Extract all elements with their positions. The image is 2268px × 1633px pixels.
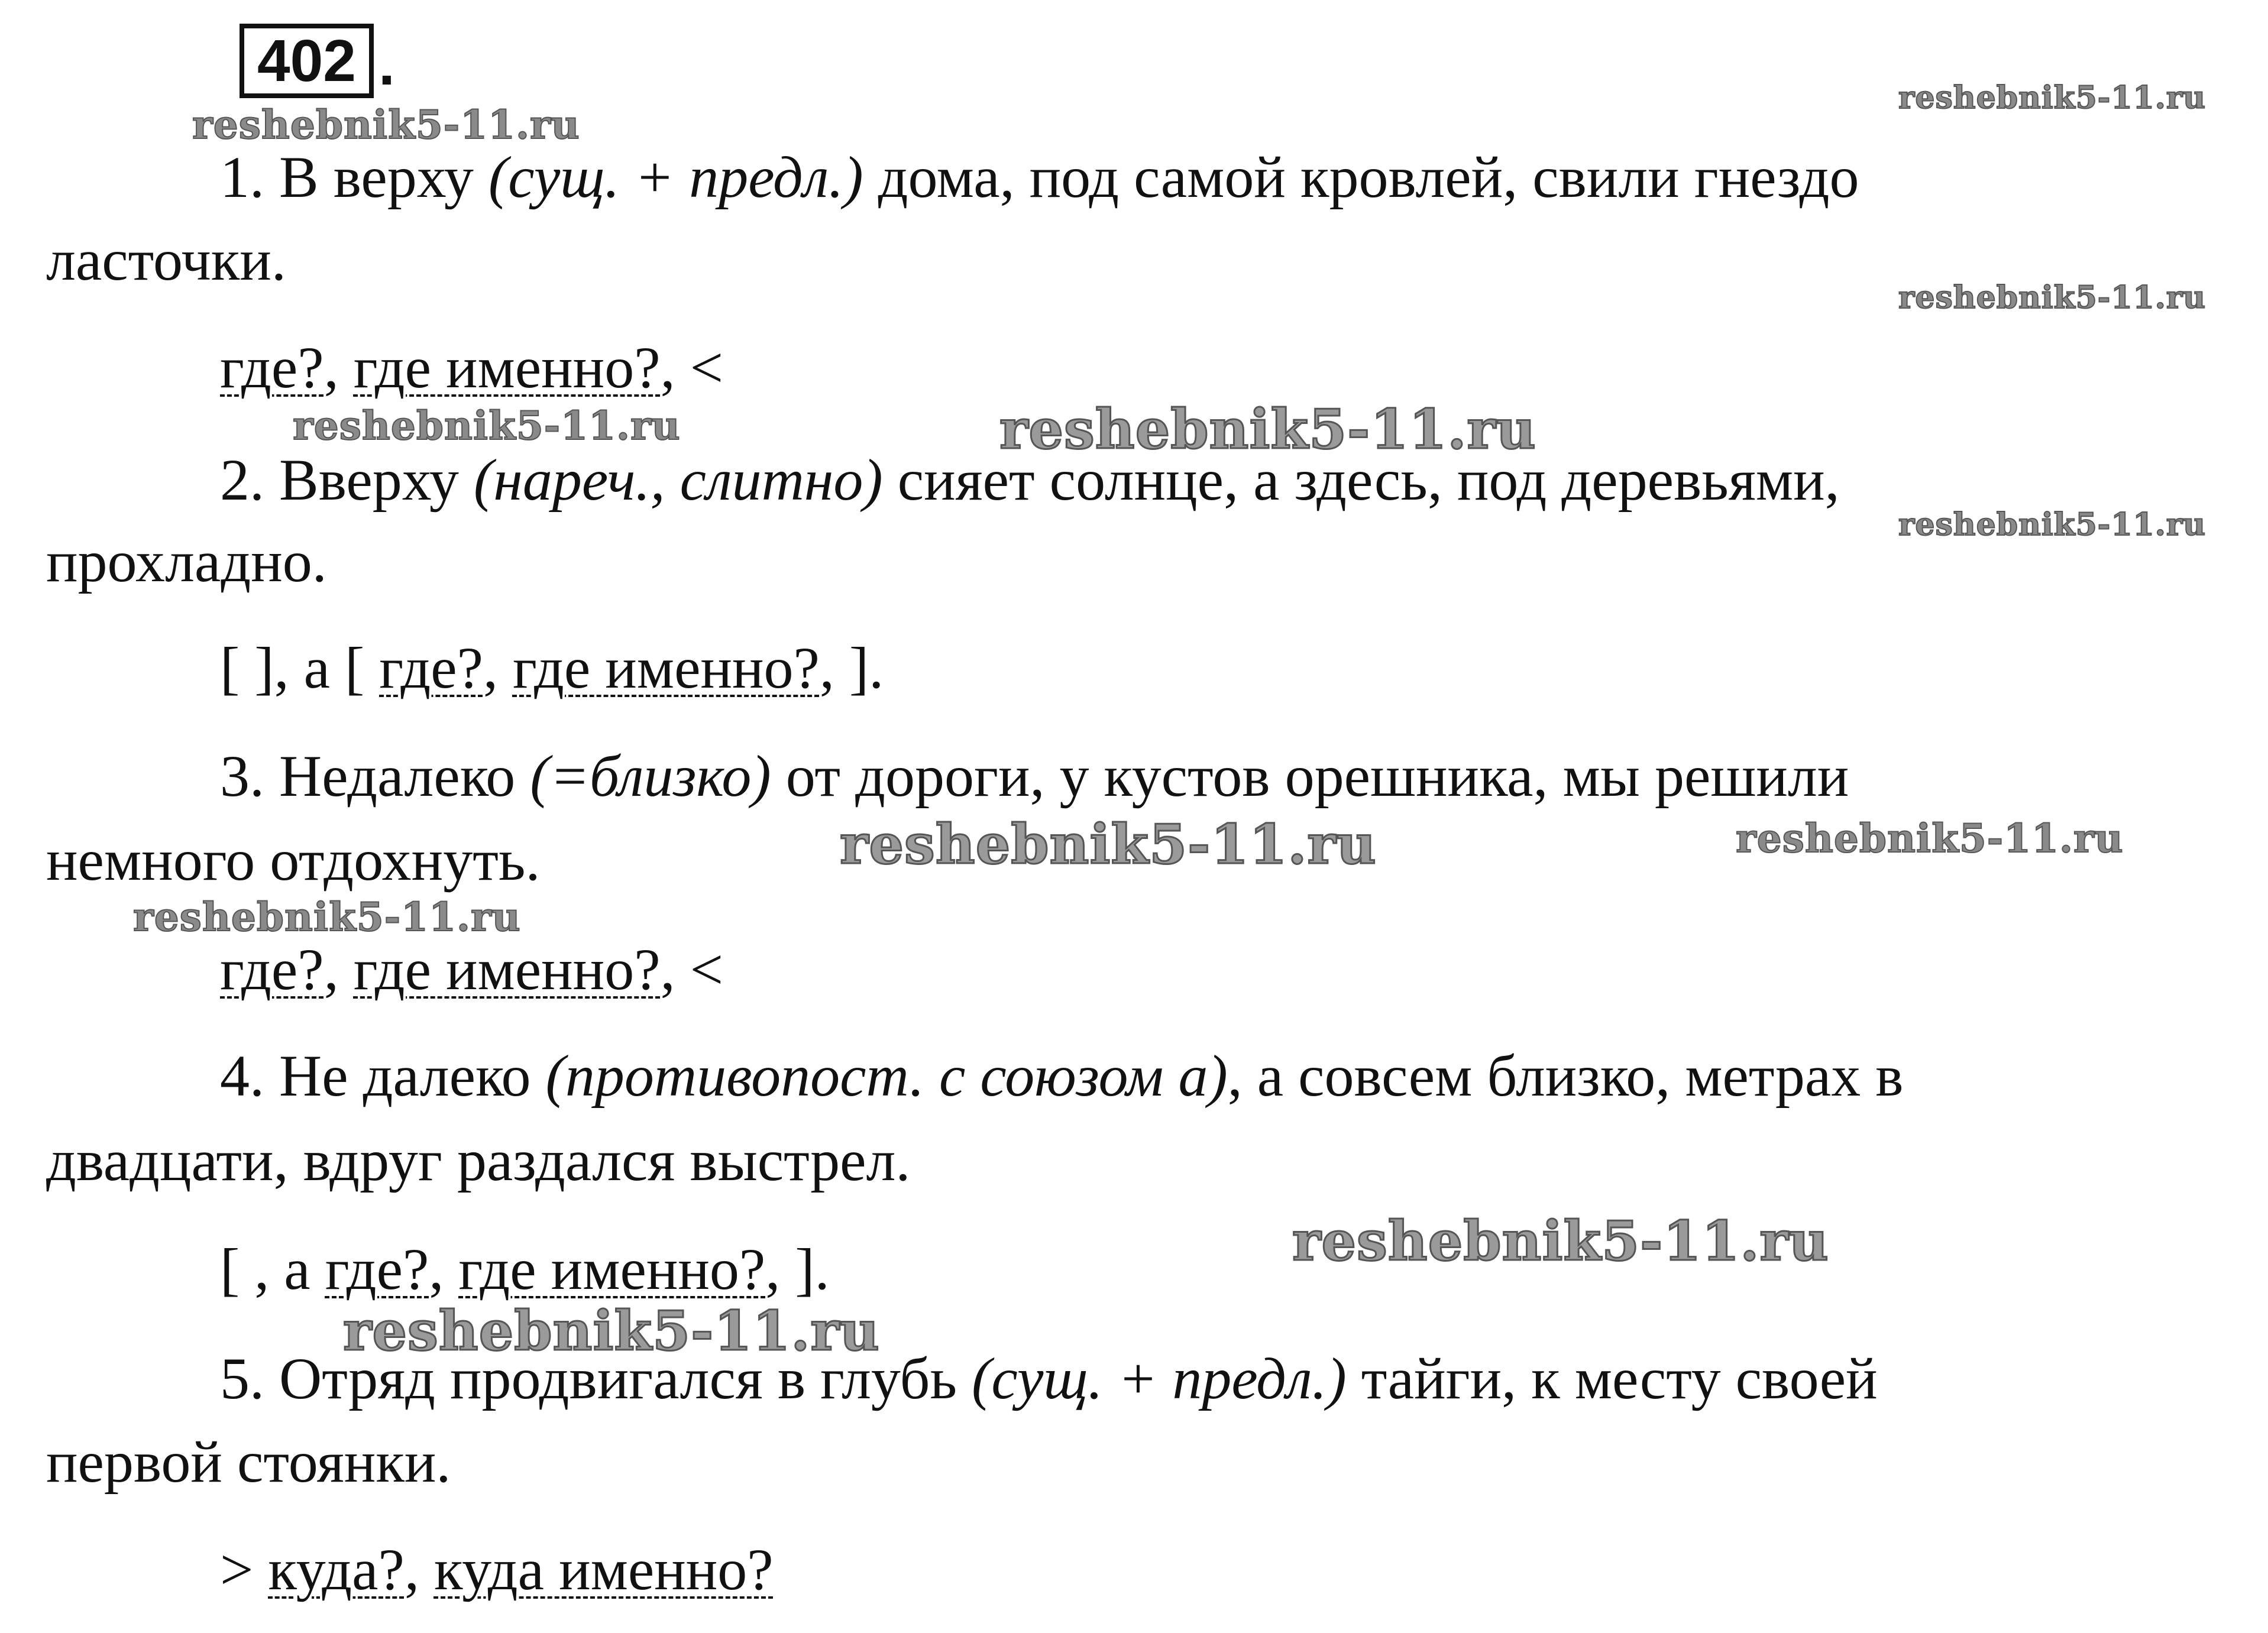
item-3-scheme: где?, где именно?, < xyxy=(220,937,723,1002)
item-2-line-2: прохладно. xyxy=(46,529,327,594)
exercise-number: 402 xyxy=(240,24,374,98)
item-1-note: (сущ. + предл.) xyxy=(488,144,863,210)
item-3-line-1: 3. Недалеко (=близко) от дороги, у кустов орешника, мы решили xyxy=(220,743,1849,809)
item-5-scheme-q1: куда? xyxy=(268,1537,405,1602)
item-1-scheme-q2: где именно? xyxy=(353,335,661,400)
item-3-line-2: немного отдохнуть. xyxy=(46,827,541,893)
item-5-note: (сущ. + предл.) xyxy=(972,1346,1347,1411)
item-2-note: (нареч., слитно) xyxy=(473,447,883,513)
item-1-scheme-q1: где? xyxy=(220,335,324,400)
watermark: reshebnik5-11.ru xyxy=(1898,80,2206,116)
item-1-scheme: где?, где именно?, < xyxy=(220,335,723,400)
item-5-line-1: 5. Отряд продвигался в глубь (сущ. + предл.) тайги, к месту своей xyxy=(220,1346,1878,1411)
watermark: reshebnik5-11.ru xyxy=(343,1299,880,1363)
item-3-scheme-q2: где именно? xyxy=(353,937,661,1002)
item-5-scheme-q2: куда именно? xyxy=(433,1537,774,1602)
watermark: reshebnik5-11.ru xyxy=(1898,280,2206,316)
item-5-scheme: > куда?, куда именно? xyxy=(220,1537,774,1602)
item-4-line-2: двадцати, вдруг раздался выстрел. xyxy=(46,1127,911,1193)
item-5-line-2: первой стоянки. xyxy=(46,1429,451,1495)
item-4-scheme-q1: где? xyxy=(325,1236,429,1302)
watermark: reshebnik5-11.ru xyxy=(133,894,521,940)
item-4-scheme-q2: где именно? xyxy=(458,1236,766,1302)
watermark: reshebnik5-11.ru xyxy=(1292,1209,1829,1273)
watermark: reshebnik5-11.ru xyxy=(192,102,580,148)
item-2-line-1: 2. Вверху (нареч., слитно) сияет солнце, а здесь, под деревьями, xyxy=(220,447,1840,513)
item-4-note: (противопост. с союзом а) xyxy=(545,1043,1228,1109)
watermark: reshebnik5-11.ru xyxy=(999,397,1536,461)
exercise-number-dot: . xyxy=(378,31,395,98)
item-4-scheme: [ , а где?, где именно?, ]. xyxy=(220,1236,830,1302)
item-1-line-2: ласточки. xyxy=(46,227,286,293)
item-4-line-1: 4. Не далеко (противопост. с союзом а), а совсем близко, метрах в xyxy=(220,1043,1904,1109)
item-3-scheme-q1: где? xyxy=(220,937,324,1002)
watermark: reshebnik5-11.ru xyxy=(1736,815,2124,861)
watermark: reshebnik5-11.ru xyxy=(840,812,1377,876)
item-3-note: (=близко) xyxy=(530,743,771,809)
item-2-scheme-q1: где? xyxy=(379,635,483,701)
item-2-scheme: [ ], а [ где?, где именно?, ]. xyxy=(220,635,884,701)
watermark: reshebnik5-11.ru xyxy=(1898,507,2206,543)
item-1-line-1: 1. В верху (сущ. + предл.) дома, под самой кровлей, свили гнездо xyxy=(220,144,1859,210)
watermark: reshebnik5-11.ru xyxy=(293,403,681,449)
item-2-scheme-q2: где именно? xyxy=(512,635,820,701)
